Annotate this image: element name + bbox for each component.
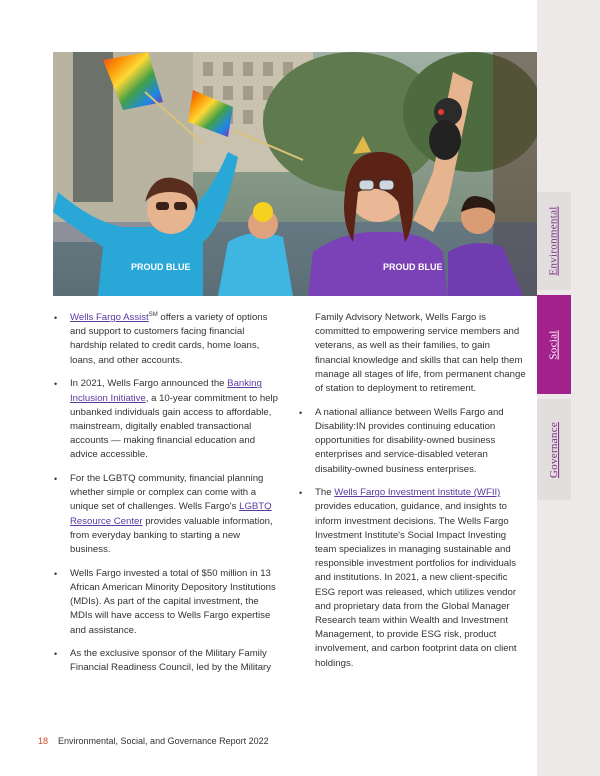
report-title: Environmental, Social, and Governance Report 2022 — [58, 736, 269, 746]
continued-paragraph — [297, 311, 527, 396]
bullet-text: , a 10-year commitment to help unbanked individuals gain access to affordable, mainstream, digitally enabled transactional accounts — making financial education and advice accessible. — [70, 392, 278, 461]
photo-illustration — [53, 52, 537, 296]
bullet-text: offers a variety of options and support to customers facing financial hardship related to credit cards, home loans, loans, and other accounts. — [70, 312, 268, 366]
bullet-military-family — [52, 647, 280, 675]
bullet-text: For the LGBTQ community, financial planning whether simple or complex can come with a unique set of challenges. Wells Fargo's — [70, 473, 264, 513]
bullet-text: In 2021, Wells Fargo announced the — [70, 378, 228, 390]
shirt-text-left: PROUD BLUE — [131, 262, 191, 272]
bullet-marker: • — [54, 379, 58, 390]
person-middle-hat — [253, 202, 273, 222]
tab-environmental-label[interactable]: Environmental — [548, 206, 560, 276]
person-middle-body — [218, 233, 293, 296]
bullet-text: As the exclusive sponsor of the Military Family Financial Readiness Council, led by the Military — [70, 648, 272, 674]
bullet-marker: • — [54, 568, 58, 579]
bullet-marker: • — [54, 649, 58, 660]
tab-social-label[interactable]: Social — [547, 329, 560, 360]
building-shadow — [73, 52, 113, 202]
service-mark: SM — [148, 311, 158, 318]
right-column — [297, 311, 527, 680]
bullet-disability-in — [297, 406, 527, 477]
shirt-text-right: PROUD BLUE — [383, 262, 443, 272]
bullet-marker: • — [54, 474, 58, 485]
pride-parade-photo — [53, 52, 537, 296]
tab-environmental[interactable] — [537, 192, 571, 290]
plush-toy-body — [429, 120, 461, 160]
bullet-wells-fargo-assist — [52, 311, 280, 368]
bullet-text: Wells Fargo invested a total of $50 million in 13 African American Minority Depository Institutions (MDIs). As part of the capital investment, the MDIs will have access to Wells Fargo expertise and assistance. — [70, 567, 276, 636]
bullet-text: provides valuable information, from everyday banking to starting a new business. — [70, 515, 273, 556]
bullet-text: The — [315, 487, 335, 499]
banking-inclusion-initiative-link[interactable]: Banking Inclusion Initiative — [70, 378, 262, 404]
tab-governance-label[interactable]: Governance — [548, 421, 561, 478]
bullet-lgbtq — [52, 472, 280, 557]
left-column — [52, 311, 280, 685]
wells-fargo-assist-link[interactable]: Wells Fargo Assist — [70, 312, 149, 323]
page-number: 18 — [38, 736, 49, 746]
bullet-marker: • — [299, 407, 303, 418]
lgbtq-resource-center-link[interactable]: LGBTQ Resource Center — [70, 501, 272, 527]
tab-governance[interactable] — [537, 399, 571, 500]
bullet-mdi-investment — [52, 567, 280, 638]
bullet-marker: • — [54, 313, 58, 323]
bullet-text: Family Advisory Network, Wells Fargo is committed to empowering service members and veterans, as well as their families, to gain financial knowledge and skills that can help them manage all stages of life, from permanent change of station to deployment to retirement. — [315, 312, 526, 395]
page-footer — [38, 736, 269, 746]
bullet-banking-inclusion — [52, 377, 280, 462]
tab-social[interactable] — [537, 295, 571, 394]
wfii-link[interactable]: Wells Fargo Investment Institute (WFII) — [334, 487, 501, 499]
bullet-wfii — [297, 486, 527, 671]
bullet-text: A national alliance between Wells Fargo and Disability:IN provides continuing education opportunities for disability-owned business enterprises and service-disabled veteran disability-owned business enterprises. — [315, 406, 504, 475]
bullet-text: provides education, guidance, and insights to inform investment decisions. The Wells Fargo Investment Institute's Social Impact Investing team specializes in managing sustainable and responsible investment portfolios for individuals and institutions. In 2021, a new client-specific ESG report was released, which utilizes vendor and proprietary data from the Global Manager Research team within Wealth and Investment Management, to provide ESG risk, product involvement, and carbon footprint data on client holdings. — [315, 501, 517, 669]
bullet-marker: • — [299, 488, 303, 499]
